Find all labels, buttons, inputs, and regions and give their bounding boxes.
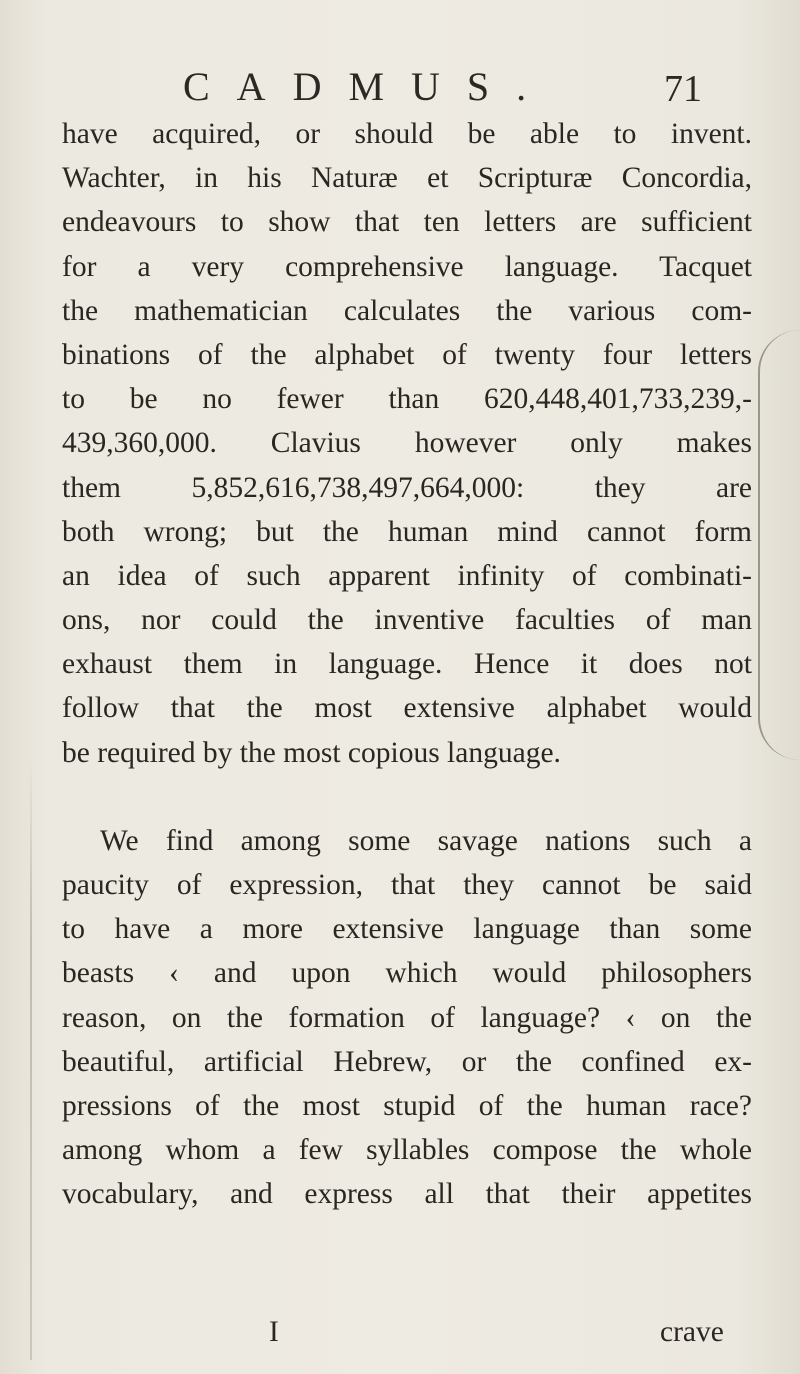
text-line: ons, nor could the inventive faculties of man (62, 604, 752, 637)
page-header (0, 62, 800, 112)
text-line: be required by the most copious language. (62, 736, 561, 769)
running-head: CADMUS. (183, 64, 554, 109)
text-line: exhaust them in language. Hence it does not (62, 648, 752, 681)
text-line: We find among some savage nations such a (100, 824, 752, 857)
text-line: pressions of the most stupid of the human race? (62, 1089, 752, 1122)
text-line: binations of the alphabet of twenty four letters (62, 338, 752, 371)
text-line: among whom a few syllables compose the whole (62, 1134, 752, 1167)
catchword: crave (660, 1316, 724, 1348)
text-line: them 5,852,616,738,497,664,000: they are (62, 471, 752, 504)
text-line: 439,360,000. Clavius however only makes (62, 427, 752, 460)
text-line: paucity of expression, that they cannot be said (62, 869, 752, 901)
text-line: both wrong; but the human mind cannot form (62, 515, 752, 548)
text-line: the mathematician calculates the various com- (62, 294, 752, 327)
text-line: to have a more extensive language than some (62, 913, 752, 946)
text-line: vocabulary, and express all that their appetites (62, 1178, 752, 1211)
text-line: reason, on the formation of language? ‹ on the (62, 1001, 752, 1034)
text-line: an idea of such apparent infinity of combinati- (62, 559, 752, 592)
signature-mark: I (269, 1316, 279, 1348)
page-footer (0, 1310, 800, 1354)
text-line: beasts ‹ and upon which would philosophers (62, 957, 752, 990)
text-line: follow that the most extensive alphabet would (62, 692, 752, 725)
gutter-shadow (30, 760, 32, 1360)
paragraph-2 (62, 819, 752, 1217)
page-curl-shadow (758, 330, 800, 760)
body-text (62, 112, 752, 1217)
paragraph-1 (62, 112, 752, 775)
text-line: Wachter, in his Naturæ et Scripturæ Concordia, (62, 162, 752, 195)
text-line: to be no fewer than 620,448,401,733,239,- (62, 383, 752, 416)
text-line: have acquired, or should be able to invent. (62, 118, 752, 150)
page-number: 71 (664, 68, 702, 110)
text-line: for a very comprehensive language. Tacquet (62, 250, 752, 283)
text-line: beautiful, artificial Hebrew, or the confined ex- (62, 1045, 752, 1078)
paragraph-gap (62, 775, 752, 819)
text-line: endeavours to show that ten letters are sufficient (62, 206, 752, 239)
